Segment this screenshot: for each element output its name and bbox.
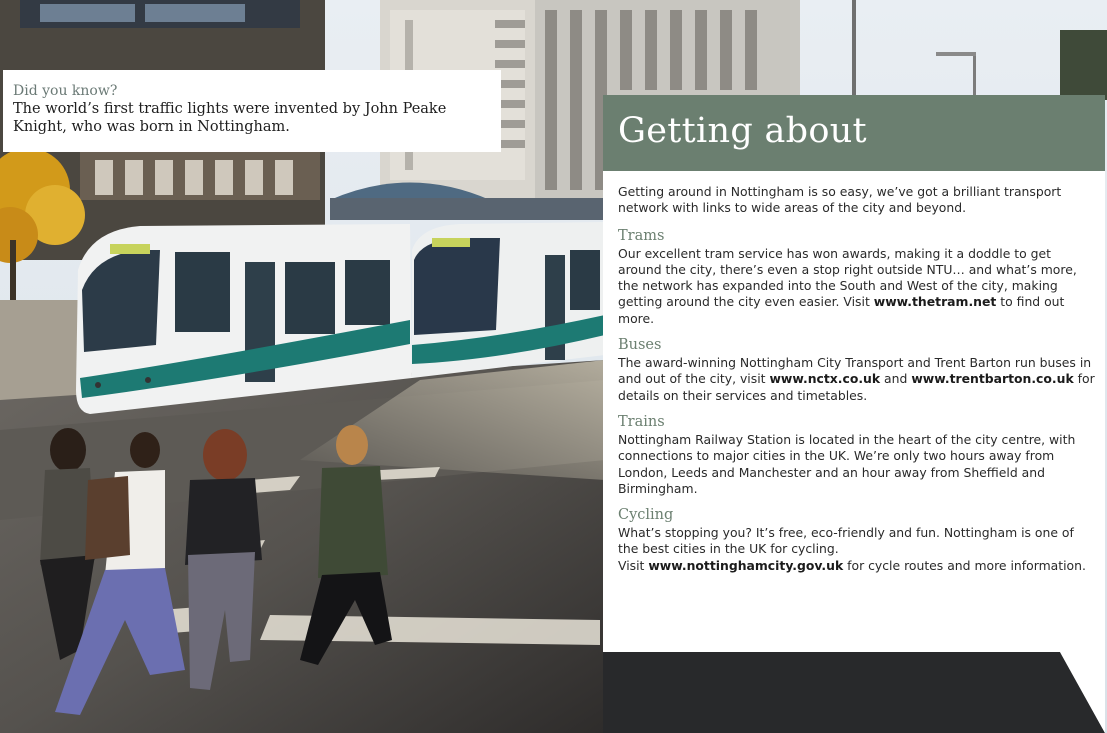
- did-you-know-text-line2: Knight, who was born in Nottingham.: [13, 119, 290, 135]
- panel-header: [603, 95, 1105, 171]
- trams-body-end: to find out more.: [618, 294, 1065, 326]
- did-you-know-label: Did you know?: [13, 83, 118, 99]
- trams-body: Our excellent tram service has won awards, making it a doddle to get around the city, there’s even a stop right outside NTU… and what’s more, the network has expanded into the South and West of the city, making getting around the city even easier. Visit: [618, 245, 1077, 310]
- did-you-know-text-line1: The world’s first traffic lights were invented by John Peake: [13, 101, 447, 117]
- trams-text: [618, 246, 1095, 327]
- cycling-body: What’s stopping you? It’s free, eco-friendly and fun. Nottingham is one of the best cities in the UK for cycling.: [618, 525, 1074, 557]
- buses-body-end: for details on their services and timetables.: [618, 371, 1095, 403]
- panel-body: [603, 171, 1105, 574]
- trams-heading: Trams: [618, 227, 665, 244]
- buses-text: [618, 355, 1095, 404]
- cycling-visit: Visit: [618, 557, 649, 573]
- cycling-text: [618, 525, 1095, 574]
- panel-title: Getting about: [618, 111, 867, 151]
- intro-text: Getting around in Nottingham is so easy, we’ve got a brilliant transport network with links to wide areas of the city and beyond.: [618, 184, 1062, 216]
- nctx-link[interactable]: www.nctx.co.uk: [769, 371, 881, 387]
- trentbarton-link[interactable]: www.trentbarton.co.uk: [911, 371, 1074, 387]
- cycling-heading: Cycling: [618, 507, 674, 524]
- trains-text: Nottingham Railway Station is located in the heart of the city centre, with connections to major cities in the UK. We’re only two hours away from London, Leeds and Manchester and an hour away from Sheffield and Birmingham.: [618, 431, 1076, 496]
- tram-link[interactable]: www.thetram.net: [873, 294, 997, 310]
- buses-and: and: [880, 371, 912, 387]
- nottinghamcity-link[interactable]: www.nottinghamcity.gov.uk: [648, 557, 844, 573]
- tram-rear: [412, 222, 605, 378]
- buses-heading: Buses: [618, 337, 662, 354]
- buses-body: The award-winning Nottingham City Transport and Trent Barton run buses in and out of the city, visit: [618, 355, 1092, 387]
- did-you-know-box: [3, 70, 501, 152]
- trains-heading: Trains: [618, 413, 665, 430]
- cycling-body-end: for cycle routes and more information.: [843, 557, 1086, 573]
- getting-about-panel: [603, 95, 1105, 652]
